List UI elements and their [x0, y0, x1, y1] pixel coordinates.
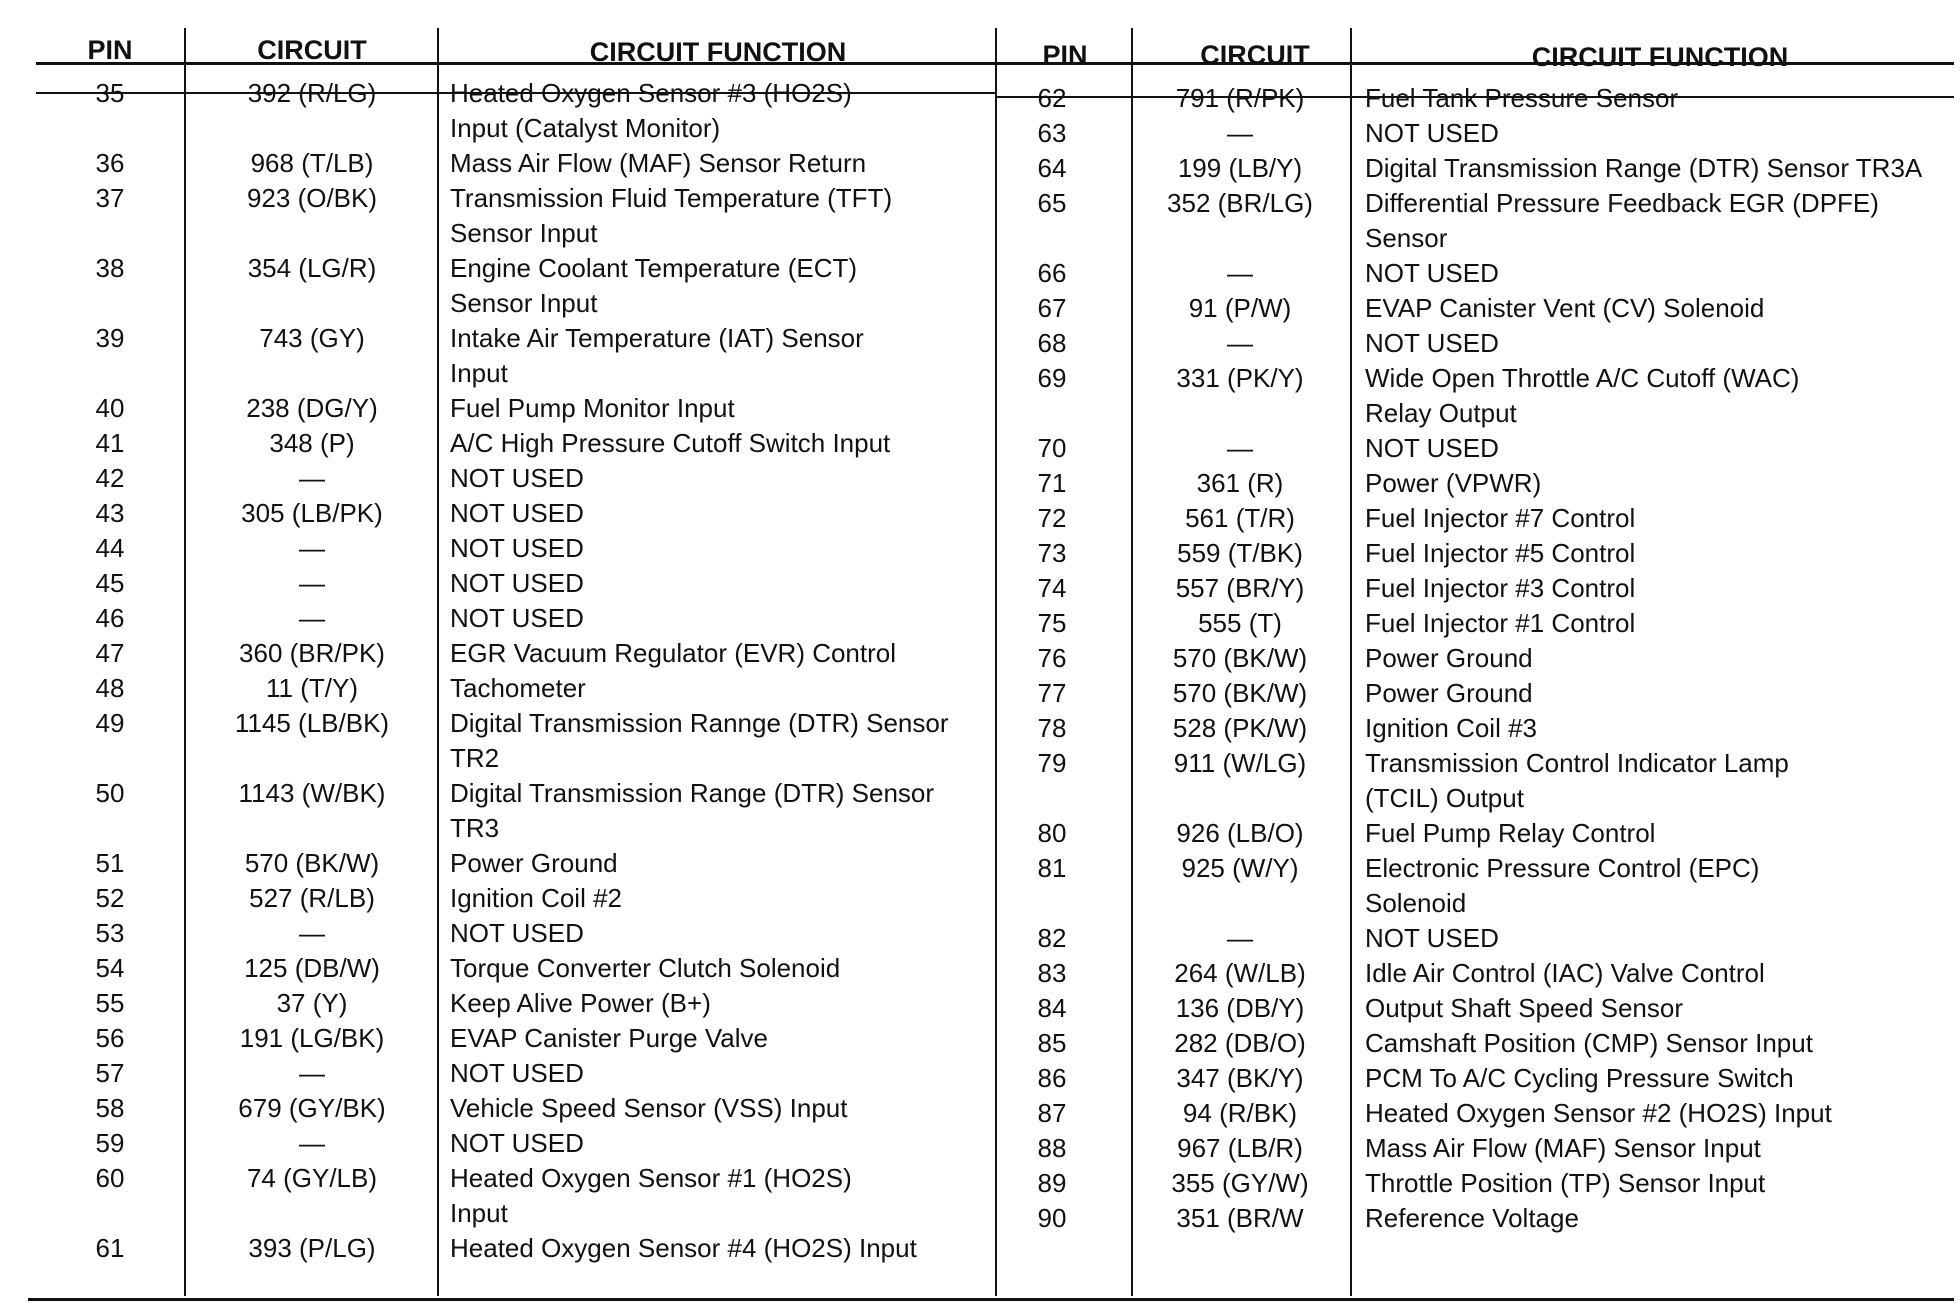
- function-cell: Tachometer: [450, 673, 586, 703]
- col-rule-circuit-left: [437, 28, 439, 1296]
- circuit-cell: 199 (LB/Y): [1177, 153, 1303, 183]
- function-cell: Torque Converter Clutch Solenoid: [450, 953, 841, 983]
- circuit-cell: 191 (LG/BK): [239, 1023, 385, 1053]
- circuit-cell: 348 (P): [269, 428, 355, 458]
- pin-cell: 88: [1037, 1133, 1067, 1163]
- function-cell: Input: [450, 1198, 508, 1228]
- circuit-cell: 352 (BR/LG): [1167, 188, 1313, 218]
- circuit-cell: —: [1227, 433, 1253, 463]
- function-cell: A/C High Pressure Cutoff Switch Input: [450, 428, 891, 458]
- circuit-cell: —: [1227, 923, 1253, 953]
- circuit-cell: 967 (LB/R): [1177, 1133, 1303, 1163]
- function-cell: Relay Output: [1365, 398, 1517, 428]
- pin-cell: 38: [95, 253, 125, 283]
- function-cell: Power (VPWR): [1365, 468, 1542, 498]
- function-cell: Fuel Pump Relay Control: [1365, 818, 1656, 848]
- function-cell: NOT USED: [1365, 328, 1499, 358]
- circuit-cell: 791 (R/PK): [1175, 83, 1305, 113]
- circuit-cell: 136 (DB/Y): [1175, 993, 1305, 1023]
- circuit-cell: 561 (T/R): [1185, 503, 1295, 533]
- function-cell: Differential Pressure Feedback EGR (DPFE): [1365, 188, 1879, 218]
- pin-cell: 39: [95, 323, 125, 353]
- circuit-cell: —: [299, 1058, 325, 1088]
- circuit-cell: —: [299, 603, 325, 633]
- function-cell: Vehicle Speed Sensor (VSS) Input: [450, 1093, 848, 1123]
- function-cell: Digital Transmission Rannge (DTR) Sensor: [450, 708, 949, 738]
- pin-cell: 80: [1037, 818, 1067, 848]
- function-cell: Transmission Fluid Temperature (TFT): [450, 183, 893, 213]
- function-cell: Power Ground: [450, 848, 618, 878]
- function-cell: NOT USED: [450, 498, 584, 528]
- pin-cell: 37: [95, 183, 125, 213]
- function-cell: (TCIL) Output: [1365, 783, 1524, 813]
- col-rule-middle: [995, 28, 997, 1296]
- function-cell: Intake Air Temperature (IAT) Sensor: [450, 323, 864, 353]
- circuit-cell: 926 (LB/O): [1176, 818, 1304, 848]
- circuit-cell: 355 (GY/W): [1171, 1168, 1309, 1198]
- pin-cell: 51: [95, 848, 125, 878]
- pin-cell: 86: [1037, 1063, 1067, 1093]
- circuit-cell: 555 (T): [1198, 608, 1282, 638]
- circuit-cell: —: [299, 463, 325, 493]
- function-cell: EVAP Canister Purge Valve: [450, 1023, 768, 1053]
- circuit-cell: —: [1227, 258, 1253, 288]
- pin-cell: 72: [1037, 503, 1067, 533]
- pin-cell: 58: [95, 1093, 125, 1123]
- circuit-cell: 354 (LG/R): [247, 253, 377, 283]
- function-cell: Fuel Injector #3 Control: [1365, 573, 1636, 603]
- circuit-cell: 74 (GY/LB): [246, 1163, 378, 1193]
- function-cell: Electronic Pressure Control (EPC): [1365, 853, 1760, 883]
- function-cell: Ignition Coil #2: [450, 883, 622, 913]
- function-cell: NOT USED: [450, 568, 584, 598]
- pin-cell: 75: [1037, 608, 1067, 638]
- pin-cell: 85: [1037, 1028, 1067, 1058]
- function-cell: Keep Alive Power (B+): [450, 988, 711, 1018]
- pin-cell: 83: [1037, 958, 1067, 988]
- function-cell: Ignition Coil #3: [1365, 713, 1537, 743]
- circuit-cell: 570 (BK/W): [1172, 643, 1308, 673]
- function-cell: EGR Vacuum Regulator (EVR) Control: [450, 638, 897, 668]
- function-cell: NOT USED: [450, 603, 584, 633]
- pin-cell: 68: [1037, 328, 1067, 358]
- pin-cell: 90: [1037, 1203, 1067, 1233]
- function-cell: Mass Air Flow (MAF) Sensor Input: [1365, 1133, 1761, 1163]
- function-cell: Solenoid: [1365, 888, 1467, 918]
- pin-cell: 60: [95, 1163, 125, 1193]
- function-cell: TR2: [450, 743, 500, 773]
- circuit-cell: 743 (GY): [259, 323, 365, 353]
- pin-cell: 42: [95, 463, 125, 493]
- pin-cell: 36: [95, 148, 125, 178]
- function-cell: Power Ground: [1365, 643, 1533, 673]
- circuit-cell: 351 (BR/W: [1176, 1203, 1304, 1233]
- col-rule-circuit-right: [1350, 28, 1352, 1296]
- pin-cell: 89: [1037, 1168, 1067, 1198]
- pin-cell: 61: [95, 1233, 125, 1263]
- function-cell: Fuel Injector #5 Control: [1365, 538, 1636, 568]
- circuit-cell: 125 (DB/W): [244, 953, 380, 983]
- function-cell: Wide Open Throttle A/C Cutoff (WAC): [1365, 363, 1800, 393]
- function-cell: Sensor: [1365, 223, 1448, 253]
- pin-cell: 76: [1037, 643, 1067, 673]
- col-rule-pin-right: [1131, 28, 1133, 1296]
- circuit-cell: —: [1227, 328, 1253, 358]
- function-cell: Heated Oxygen Sensor #4 (HO2S) Input: [450, 1233, 917, 1263]
- pin-cell: 81: [1037, 853, 1067, 883]
- pin-cell: 46: [95, 603, 125, 633]
- function-cell: NOT USED: [1365, 258, 1499, 288]
- header-function-left: CIRCUIT FUNCTION: [589, 37, 847, 67]
- pin-cell: 45: [95, 568, 125, 598]
- circuit-cell: —: [299, 568, 325, 598]
- circuit-cell: 360 (BR/PK): [239, 638, 385, 668]
- function-cell: NOT USED: [450, 463, 584, 493]
- function-cell: NOT USED: [1365, 118, 1499, 148]
- pin-cell: 79: [1037, 748, 1067, 778]
- circuit-cell: 925 (W/Y): [1181, 853, 1299, 883]
- circuit-cell: 393 (P/LG): [248, 1233, 376, 1263]
- circuit-cell: 305 (LB/PK): [241, 498, 383, 528]
- function-cell: Sensor Input: [450, 218, 598, 248]
- circuit-cell: 923 (O/BK): [246, 183, 378, 213]
- pin-cell: 84: [1037, 993, 1067, 1023]
- circuit-cell: 570 (BK/W): [1172, 678, 1308, 708]
- pin-cell: 44: [95, 533, 125, 563]
- function-cell: Fuel Injector #7 Control: [1365, 503, 1636, 533]
- function-cell: NOT USED: [450, 918, 584, 948]
- pin-cell: 53: [95, 918, 125, 948]
- pin-cell: 48: [95, 673, 125, 703]
- pin-cell: 65: [1037, 188, 1067, 218]
- circuit-cell: 11 (T/Y): [266, 673, 358, 703]
- header-pin-left: PIN: [87, 35, 133, 65]
- function-cell: Throttle Position (TP) Sensor Input: [1365, 1168, 1766, 1198]
- circuit-cell: 282 (DB/O): [1174, 1028, 1306, 1058]
- circuit-cell: —: [1227, 118, 1253, 148]
- pin-cell: 66: [1037, 258, 1067, 288]
- pin-cell: 69: [1037, 363, 1067, 393]
- function-cell: Reference Voltage: [1365, 1203, 1579, 1233]
- pin-cell: 73: [1037, 538, 1067, 568]
- pin-cell: 56: [95, 1023, 125, 1053]
- circuit-cell: 94 (R/BK): [1182, 1098, 1298, 1128]
- pin-cell: 82: [1037, 923, 1067, 953]
- function-cell: Input: [450, 358, 508, 388]
- circuit-cell: 1143 (W/BK): [238, 778, 386, 808]
- function-cell: Fuel Injector #1 Control: [1365, 608, 1636, 638]
- circuit-cell: 559 (T/BK): [1177, 538, 1303, 568]
- header-function-right: CIRCUIT FUNCTION: [1531, 42, 1789, 72]
- pin-cell: 64: [1037, 153, 1067, 183]
- circuit-cell: 361 (R): [1196, 468, 1284, 498]
- function-cell: Digital Transmission Range (DTR) Sensor: [450, 778, 935, 808]
- header-circuit-right: CIRCUIT: [1200, 40, 1310, 70]
- function-cell: NOT USED: [1365, 433, 1499, 463]
- bottom-rule: [28, 1298, 1954, 1301]
- function-cell: Transmission Control Indicator Lamp: [1365, 748, 1789, 778]
- pin-cell: 35: [95, 78, 125, 108]
- pin-cell: 59: [95, 1128, 125, 1158]
- pin-cell: 63: [1037, 118, 1067, 148]
- function-cell: NOT USED: [450, 1128, 584, 1158]
- function-cell: TR3: [450, 813, 500, 843]
- header-circuit-left: CIRCUIT: [257, 35, 367, 65]
- col-rule-pin-left: [184, 28, 186, 1296]
- pin-cell: 49: [95, 708, 125, 738]
- header-pin-right: PIN: [1042, 40, 1088, 70]
- function-cell: Heated Oxygen Sensor #3 (HO2S): [450, 78, 852, 108]
- function-cell: Engine Coolant Temperature (ECT): [450, 253, 858, 283]
- pin-cell: 43: [95, 498, 125, 528]
- circuit-cell: 679 (GY/BK): [238, 1093, 386, 1123]
- pin-cell: 55: [95, 988, 125, 1018]
- function-cell: Input (Catalyst Monitor): [450, 113, 721, 143]
- function-cell: Idle Air Control (IAC) Valve Control: [1365, 958, 1765, 988]
- circuit-cell: —: [299, 1128, 325, 1158]
- function-cell: PCM To A/C Cycling Pressure Switch: [1365, 1063, 1794, 1093]
- function-cell: Heated Oxygen Sensor #1 (HO2S): [450, 1163, 852, 1193]
- circuit-cell: 911 (W/LG): [1173, 748, 1307, 778]
- function-cell: Output Shaft Speed Sensor: [1365, 993, 1683, 1023]
- circuit-cell: 37 (Y): [276, 988, 348, 1018]
- pin-cell: 54: [95, 953, 125, 983]
- function-cell: Mass Air Flow (MAF) Sensor Return: [450, 148, 867, 178]
- function-cell: NOT USED: [1365, 923, 1499, 953]
- pin-cell: 40: [95, 393, 125, 423]
- function-cell: Fuel Pump Monitor Input: [450, 393, 735, 423]
- circuit-cell: 557 (BR/Y): [1175, 573, 1305, 603]
- circuit-cell: 1145 (LB/BK): [234, 708, 390, 738]
- circuit-cell: 347 (BK/Y): [1176, 1063, 1304, 1093]
- circuit-cell: 264 (W/LB): [1174, 958, 1306, 988]
- circuit-cell: 968 (T/LB): [250, 148, 374, 178]
- pin-cell: 71: [1037, 468, 1067, 498]
- pin-cell: 41: [95, 428, 125, 458]
- circuit-cell: —: [299, 918, 325, 948]
- function-cell: Digital Transmission Range (DTR) Sensor TR3A: [1365, 153, 1923, 183]
- function-cell: Camshaft Position (CMP) Sensor Input: [1365, 1028, 1813, 1058]
- pin-cell: 52: [95, 883, 125, 913]
- pin-cell: 70: [1037, 433, 1067, 463]
- circuit-cell: 331 (PK/Y): [1176, 363, 1304, 393]
- function-cell: NOT USED: [450, 1058, 584, 1088]
- pin-cell: 87: [1037, 1098, 1067, 1128]
- function-cell: Fuel Tank Pressure Sensor: [1365, 83, 1679, 113]
- function-cell: EVAP Canister Vent (CV) Solenoid: [1365, 293, 1765, 323]
- function-cell: Power Ground: [1365, 678, 1533, 708]
- pin-cell: 77: [1037, 678, 1067, 708]
- circuit-cell: 527 (R/LB): [249, 883, 375, 913]
- pin-cell: 47: [95, 638, 125, 668]
- pin-cell: 50: [95, 778, 125, 808]
- circuit-cell: 570 (BK/W): [244, 848, 380, 878]
- pin-cell: 74: [1037, 573, 1067, 603]
- function-cell: Sensor Input: [450, 288, 598, 318]
- circuit-cell: —: [299, 533, 325, 563]
- pin-cell: 62: [1037, 83, 1067, 113]
- pin-cell: 67: [1037, 293, 1067, 323]
- circuit-cell: 528 (PK/W): [1172, 713, 1308, 743]
- pin-cell: 78: [1037, 713, 1067, 743]
- circuit-cell: 392 (R/LG): [247, 78, 377, 108]
- function-cell: NOT USED: [450, 533, 584, 563]
- pin-cell: 57: [95, 1058, 125, 1088]
- circuit-cell: 238 (DG/Y): [246, 393, 378, 423]
- function-cell: Heated Oxygen Sensor #2 (HO2S) Input: [1365, 1098, 1832, 1128]
- circuit-cell: 91 (P/W): [1188, 293, 1292, 323]
